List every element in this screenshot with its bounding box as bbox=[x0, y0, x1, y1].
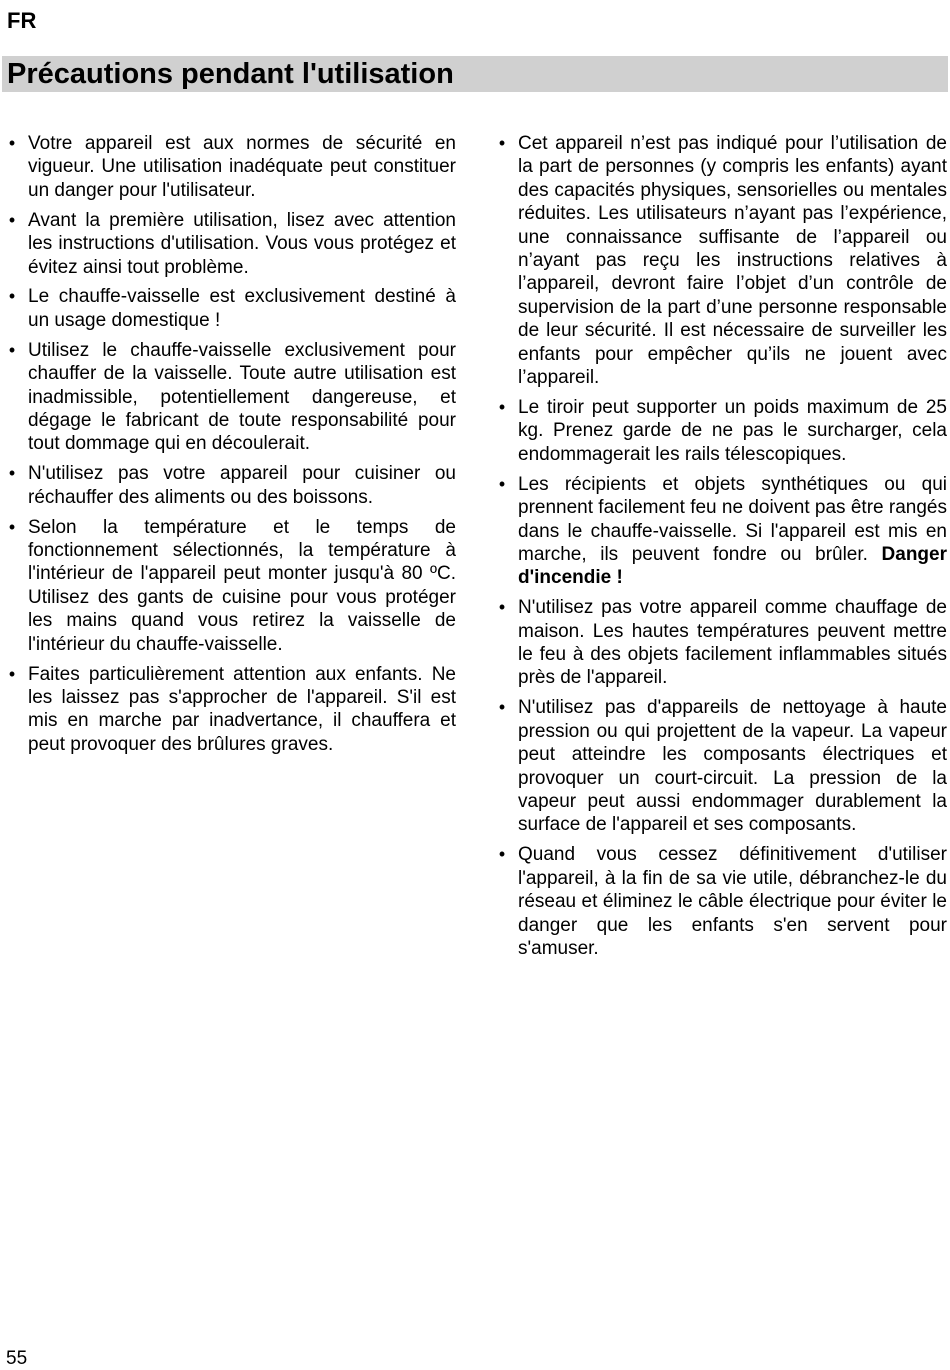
list-item-text: N'utilisez pas votre appareil comme chauffage de maison. Les hautes températures peuvent mettre le feu à des objets facilement inflammables situés près de l'appareil. bbox=[518, 597, 947, 689]
list-item-text: Votre appareil est aux normes de sécurité en vigueur. Une utilisation inadéquate peut constituer un danger pour l'utilisateur. bbox=[28, 133, 456, 201]
list-item-text: Selon la température et le temps de fonctionnement sélectionnés, la température à l'intérieur de l'appareil peut monter jusqu'à 80 ºC. Utilisez des gants de cuisine pour vous protéger les mains quand vous retirez la vaisselle de l'intérieur du chauffe-vaisselle. bbox=[28, 516, 456, 655]
left-column-list bbox=[6, 132, 456, 763]
list-item-text: Cet appareil n’est pas indiqué pour l’utilisation de la part de personnes (y compris les enfants) ayant des capacités physiques, sensorielles ou mentales réduites. Les utilisateurs n’ayant pas l’expérience, une connaissance suffisante de l’appareil ou n’ayant pas reçu les instructions relatives à l’appareil, devront faire l’objet d’un contrôle de supervision de la part d’une personne responsable de leur sécurité. Il est nécessaire de surveiller les enfants pour empêcher qu’ils ne jouent avec l’appareil. bbox=[518, 133, 947, 389]
bullet-icon: • bbox=[498, 396, 506, 417]
list-item bbox=[496, 843, 947, 960]
bullet-icon: • bbox=[498, 844, 506, 865]
list-item-text: Avant la première utilisation, lisez avec attention les instructions d'utilisation. Vous vous protégez et évitez ainsi tout problème. bbox=[28, 209, 456, 278]
list-item-text: Quand vous cessez définitivement d'utiliser l'appareil, à la fin de sa vie utile, débranchez-le du réseau et éliminez le câble électrique pour éviter le danger que les enfants s'en servent pour s'amuser. bbox=[518, 844, 947, 959]
list-item bbox=[496, 596, 947, 690]
list-item-text: Le chauffe-vaisselle est exclusivement destiné à un usage domestique ! bbox=[28, 286, 456, 331]
bullet-icon: • bbox=[498, 133, 506, 153]
bullet-icon: • bbox=[8, 286, 16, 307]
list-item-text: N'utilisez pas votre appareil pour cuisiner ou réchauffer des aliments ou des boissons. bbox=[28, 463, 456, 508]
list-item bbox=[6, 663, 456, 757]
bullet-icon: • bbox=[8, 463, 16, 484]
bullet-icon: • bbox=[8, 516, 16, 537]
section-title-bar bbox=[2, 56, 948, 92]
bullet-icon: • bbox=[8, 663, 16, 684]
list-item bbox=[6, 462, 456, 509]
list-item-text: N'utilisez pas d'appareils de nettoyage à haute pression ou qui projettent de la vapeur. La vapeur peut atteindre les composants électriques et provoquer un court-circuit. La pression de la vapeur peut aussi endommager durablement la surface de l'appareil et ses composants. bbox=[518, 697, 947, 836]
bullet-icon: • bbox=[8, 133, 16, 153]
list-item bbox=[496, 696, 947, 836]
list-item bbox=[496, 473, 947, 590]
page-number: 55 bbox=[6, 1348, 28, 1369]
list-item bbox=[6, 339, 456, 456]
list-item bbox=[496, 396, 947, 466]
list-item-text: Le tiroir peut supporter un poids maximum de 25 kg. Prenez garde de ne pas le surcharger, cela endommagerait les rails télescopiques. bbox=[518, 396, 947, 465]
list-item-text: Utilisez le chauffe-vaisselle exclusivement pour chauffer de la vaisselle. Toute autre utilisation est inadmissible, potentiellement dangereuse, et dégage le fabricant de toute responsabilité pour tout dommage qui en découlerait. bbox=[28, 339, 456, 455]
list-item bbox=[6, 516, 456, 656]
list-item bbox=[6, 285, 456, 332]
bullet-icon: • bbox=[498, 473, 506, 494]
list-item bbox=[6, 209, 456, 279]
list-item-text: Les récipients et objets synthétiques ou qui prennent facilement feu ne doivent pas être rangés dans le chauffe-vaisselle. Si l'appareil est mis en marche, ils peuvent fondre ou brûler. bbox=[518, 473, 947, 565]
bullet-icon: • bbox=[8, 339, 16, 360]
right-column-list bbox=[496, 132, 947, 967]
bullet-icon: • bbox=[8, 209, 16, 230]
fire-danger-warning: Danger d'incendie ! bbox=[518, 543, 947, 589]
bullet-icon: • bbox=[498, 697, 506, 718]
list-item bbox=[496, 132, 947, 389]
list-item bbox=[6, 132, 456, 202]
bullet-icon: • bbox=[498, 597, 506, 618]
list-item-text: Faites particulièrement attention aux enfants. Ne les laissez pas s'approcher de l'appareil. S'il est mis en marche par inadvertance, il chauffera et peut provoquer des brûlures graves. bbox=[28, 663, 456, 755]
language-code: FR bbox=[7, 8, 37, 33]
section-title: Précautions pendant l'utilisation bbox=[7, 58, 454, 90]
